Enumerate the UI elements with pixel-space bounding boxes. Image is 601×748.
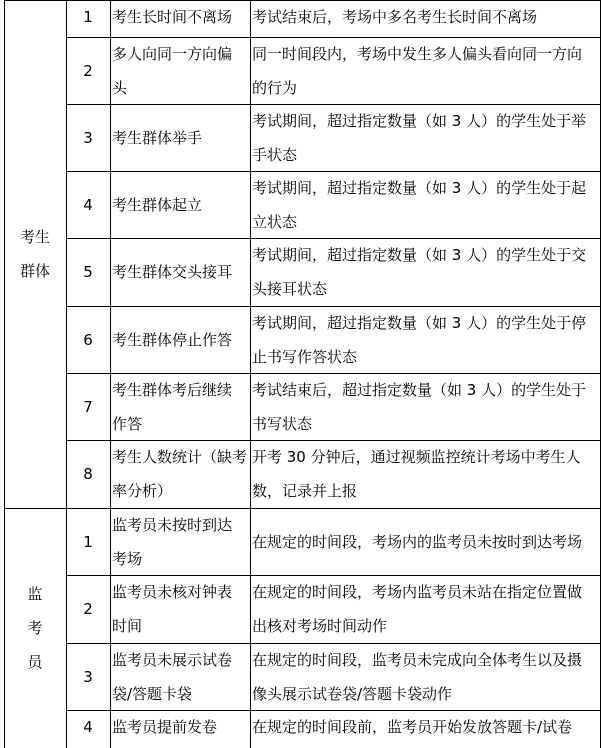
table-border: [250, 0, 251, 748]
row-item-description: 在规定的时间段前，监考员开始发放答题卡/试卷: [252, 718, 573, 736]
row-item-name: 时间: [112, 617, 143, 635]
row-number: 1: [83, 8, 93, 26]
row-item-description: 头接耳状态: [252, 280, 328, 298]
row-item-description: 开考 30 分钟后，通过视频监控统计考场中考生人: [252, 448, 581, 466]
row-item-description: 立状态: [252, 213, 298, 231]
row-item-name: 监考员未展示试卷: [112, 651, 233, 669]
category-label-line: 考: [27, 619, 43, 637]
row-item-name: 多人向同一方向偏: [112, 45, 233, 63]
row-item-name: 监考员提前发卷: [112, 718, 218, 736]
category-label-line: 考生: [19, 228, 50, 246]
row-item-name: 监考员未按时到达: [112, 516, 233, 534]
row-item-description: 考试期间，超过指定数量（如 3 人）的学生处于起: [252, 179, 587, 197]
table-border: [4, 508, 601, 509]
row-item-name: 考生人数统计（缺考: [112, 448, 248, 466]
row-item-description: 考试结束后，超过指定数量（如 3 人）的学生处于: [252, 381, 587, 399]
row-number: 4: [83, 718, 93, 736]
row-item-description: 书写状态: [252, 415, 313, 433]
row-item-name: 监考员未核对钟表: [112, 583, 233, 601]
row-item-name: 袋/答题卡袋: [112, 685, 193, 703]
row-item-name: 考生群体交头接耳: [112, 263, 233, 281]
row-item-name: 考生群体举手: [112, 128, 203, 147]
row-item-description: 像头展示试卷袋/答题卡袋动作: [252, 685, 453, 703]
row-item-description: 在规定的时间段，考场内监考员未站在指定位置做: [252, 583, 583, 601]
row-item-description: 考试期间，超过指定数量（如 3 人）的学生处于交: [252, 246, 587, 264]
row-item-description: 止书写作答状态: [252, 348, 358, 366]
category-label-line: 监: [27, 585, 43, 603]
row-number: 8: [83, 465, 93, 483]
row-number: 4: [83, 195, 93, 214]
row-item-description: 的行为: [252, 79, 298, 97]
row-number: 3: [83, 128, 93, 147]
row-number: 7: [83, 397, 93, 416]
category-label-line: 群体: [19, 262, 50, 280]
row-item-name: 作答: [112, 415, 143, 433]
row-item-description: 考试期间，超过指定数量（如 3 人）的学生处于举: [252, 112, 587, 130]
row-number: 5: [83, 263, 93, 281]
row-item-name: 率分析）: [112, 482, 173, 500]
row-item-name: 考生群体起立: [112, 195, 203, 214]
category-label-line: 员: [27, 653, 43, 671]
category-cell-invigilators: [4, 577, 66, 679]
row-number: 2: [83, 600, 93, 618]
row-item-name: 考生群体停止作答: [112, 330, 233, 349]
row-item-description: 手状态: [252, 146, 298, 164]
category-cell-students: [4, 220, 66, 288]
row-item-description: 考试期间，超过指定数量（如 3 人）的学生处于停: [252, 314, 587, 332]
row-item-description: 同一时间段内，考场中发生多人偏头看向同一方向: [252, 45, 583, 63]
row-number: 2: [83, 61, 93, 80]
row-item-description: 在规定的时间段，考场内的监考员未按时到达考场: [252, 532, 583, 551]
row-item-description: 数，记录并上报: [252, 482, 358, 500]
row-number: 3: [83, 667, 93, 686]
row-item-description: 出核对考场时间动作: [252, 617, 388, 635]
row-item-name: 考生群体考后继续: [112, 381, 233, 399]
table-border: [66, 0, 67, 748]
row-item-name: 考场: [112, 550, 143, 568]
row-number: 1: [83, 532, 93, 551]
row-item-description: 在规定的时间段，监考员未完成向全体考生以及摄: [252, 651, 583, 669]
row-item-name: 考生长时间不离场: [112, 8, 233, 26]
row-item-description: 考试结束后，考场中多名考生长时间不离场: [252, 8, 538, 26]
table-border: [110, 0, 111, 748]
row-item-name: 头: [112, 79, 128, 97]
row-number: 6: [83, 330, 93, 349]
